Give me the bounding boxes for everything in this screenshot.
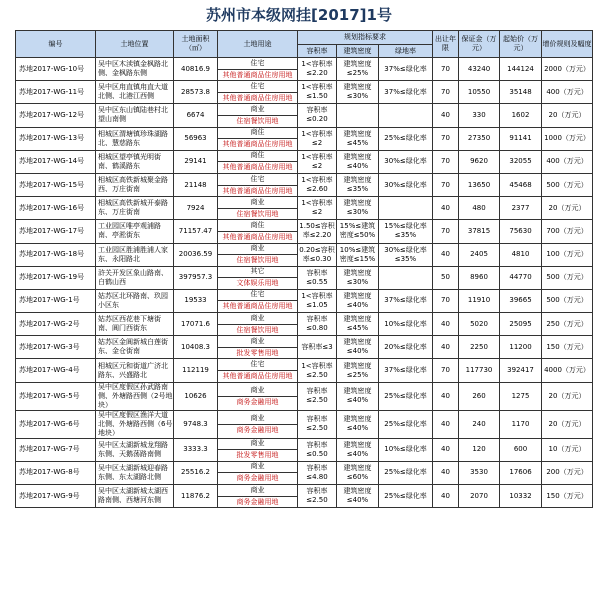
cell-density: 建筑密度≤40% <box>337 289 379 312</box>
use-divider <box>218 254 297 255</box>
cell-green: 25%≤绿化率 <box>379 410 433 438</box>
cell-start-price: 600 <box>500 438 542 461</box>
cell-start-price: 11200 <box>500 336 542 359</box>
use-category: 住宅 <box>250 58 265 67</box>
cell-increment: 500（万元） <box>542 173 593 196</box>
use-divider <box>218 496 297 497</box>
cell-deposit: 13650 <box>459 173 500 196</box>
cell-start-price: 25095 <box>500 313 542 336</box>
cell-years: 40 <box>433 485 459 508</box>
header-area: 土地面积（㎡） <box>174 31 218 58</box>
use-divider <box>218 370 297 371</box>
cell-code: 苏地2017-WG-15号 <box>16 173 96 196</box>
cell-deposit: 117730 <box>459 359 500 382</box>
use-subcategory: 商务金融用地 <box>236 497 279 506</box>
use-category: 商业 <box>250 385 265 394</box>
cell-increment: 400（万元） <box>542 150 593 173</box>
cell-green: 20%≤绿化率 <box>379 336 433 359</box>
use-subcategory: 其他普通商品住房用地 <box>222 302 293 311</box>
use-divider <box>218 138 297 139</box>
use-subcategory: 住宿餐饮用地 <box>236 256 279 265</box>
cell-area: 397957.3 <box>174 266 218 289</box>
cell-area: 17071.6 <box>174 313 218 336</box>
cell-green: 37%≤绿化率 <box>379 58 433 81</box>
use-divider <box>218 185 297 186</box>
cell-area: 29141 <box>174 150 218 173</box>
table-row <box>16 336 593 359</box>
cell-use <box>218 266 298 289</box>
cell-use <box>218 438 298 461</box>
cell-years: 70 <box>433 289 459 312</box>
cell-far: 1<容积率≤2.60 <box>298 173 337 196</box>
cell-far: 1<容积率≤2 <box>298 127 337 150</box>
cell-use <box>218 410 298 438</box>
cell-start-price: 4810 <box>500 243 542 266</box>
cell-location: 相城区高铁新城开泰路东、万庄街南 <box>96 197 174 220</box>
cell-code: 苏地2017-WG-1号 <box>16 289 96 312</box>
cell-green <box>379 197 433 220</box>
cell-use <box>218 220 298 243</box>
use-subcategory: 其他普通商品住房用地 <box>222 232 293 241</box>
use-divider <box>218 115 297 116</box>
cell-density: 15%≤建筑密度≤50% <box>337 220 379 243</box>
table-row <box>16 150 593 173</box>
cell-increment: 20（万元） <box>542 104 593 127</box>
table-row <box>16 104 593 127</box>
cell-density: 建筑密度≤35% <box>337 173 379 196</box>
cell-location: 浒关开发区象山路南、白鹤山西 <box>96 266 174 289</box>
use-category: 商业 <box>250 244 265 253</box>
cell-years: 70 <box>433 220 459 243</box>
use-category: 商业 <box>250 439 265 448</box>
table-row <box>16 359 593 382</box>
cell-far: 容积率≤0.55 <box>298 266 337 289</box>
cell-far: 1<容积率≤2 <box>298 150 337 173</box>
cell-area: 40816.9 <box>174 58 218 81</box>
cell-area: 11876.2 <box>174 485 218 508</box>
cell-density: 建筑密度≤40% <box>337 410 379 438</box>
cell-increment: 200（万元） <box>542 461 593 484</box>
use-subcategory: 商务金融用地 <box>236 397 279 406</box>
table-row <box>16 220 593 243</box>
use-category: 住宅 <box>250 81 265 90</box>
land-parcel-table <box>15 30 593 508</box>
cell-far: 1<容积率≤1.05 <box>298 289 337 312</box>
cell-years: 40 <box>433 382 459 410</box>
cell-green: 30%≤绿化率≤35% <box>379 243 433 266</box>
use-divider <box>218 396 297 397</box>
cell-use <box>218 336 298 359</box>
table-row <box>16 197 593 220</box>
header-green: 绿地率 <box>379 45 433 58</box>
table-row <box>16 485 593 508</box>
use-category: 商住 <box>250 151 265 160</box>
cell-years: 70 <box>433 58 459 81</box>
cell-code: 苏地2017-WG-8号 <box>16 461 96 484</box>
cell-green: 37%≤绿化率 <box>379 289 433 312</box>
cell-location: 姑苏区金阊新城白莲街东、金仓街南 <box>96 336 174 359</box>
cell-use <box>218 359 298 382</box>
cell-use <box>218 127 298 150</box>
header-deposit: 保证金（万元） <box>459 31 500 58</box>
cell-start-price: 144124 <box>500 58 542 81</box>
cell-location: 吴中区东山镇陆巷村北望山南侧 <box>96 104 174 127</box>
cell-far: 1<容积率≤2.20 <box>298 58 337 81</box>
header-far: 容积率 <box>298 45 337 58</box>
cell-start-price: 35148 <box>500 81 542 104</box>
cell-area: 56963 <box>174 127 218 150</box>
use-subcategory: 批发零售用地 <box>236 451 279 460</box>
cell-area: 28573.8 <box>174 81 218 104</box>
cell-density: 建筑密度≤40% <box>337 150 379 173</box>
cell-far: 容积率≤0.80 <box>298 313 337 336</box>
cell-code: 苏地2017-WG-7号 <box>16 438 96 461</box>
cell-deposit: 43240 <box>459 58 500 81</box>
header-plan: 规划指标要求 <box>298 31 433 45</box>
cell-deposit: 480 <box>459 197 500 220</box>
use-subcategory: 住宿餐饮用地 <box>236 209 279 218</box>
cell-start-price: 17606 <box>500 461 542 484</box>
cell-green <box>379 266 433 289</box>
cell-increment: 250（万元） <box>542 313 593 336</box>
cell-start-price: 392417 <box>500 359 542 382</box>
cell-deposit: 2070 <box>459 485 500 508</box>
cell-far: 1<容积率≤2 <box>298 197 337 220</box>
cell-area: 9748.3 <box>174 410 218 438</box>
cell-increment: 500（万元） <box>542 266 593 289</box>
use-category: 商业 <box>250 485 265 494</box>
use-category: 住宅 <box>250 360 265 369</box>
use-category: 商业 <box>250 313 265 322</box>
cell-area: 19533 <box>174 289 218 312</box>
cell-years: 40 <box>433 197 459 220</box>
use-subcategory: 批发零售用地 <box>236 348 279 357</box>
cell-code: 苏地2017-WG-5号 <box>16 382 96 410</box>
cell-code: 苏地2017-WG-16号 <box>16 197 96 220</box>
table-row <box>16 410 593 438</box>
cell-density: 建筑密度≤30% <box>337 197 379 220</box>
use-divider <box>218 231 297 232</box>
table-row <box>16 127 593 150</box>
cell-far: 1<容积率≤1.50 <box>298 81 337 104</box>
use-category: 商业 <box>250 413 265 422</box>
cell-code: 苏地2017-WG-18号 <box>16 243 96 266</box>
use-category: 其它 <box>250 267 265 276</box>
cell-deposit: 27350 <box>459 127 500 150</box>
cell-density: 建筑密度≤45% <box>337 127 379 150</box>
cell-location: 吴中区太湖新城太湖西路南侧、西塘河东侧 <box>96 485 174 508</box>
cell-deposit: 2405 <box>459 243 500 266</box>
cell-years: 70 <box>433 81 459 104</box>
cell-code: 苏地2017-WG-6号 <box>16 410 96 438</box>
cell-far: 容积率≤4.80 <box>298 461 337 484</box>
cell-code: 苏地2017-WG-14号 <box>16 150 96 173</box>
cell-location: 吴中区度假区渔洋大道北侧、外塘路西侧（6号地块） <box>96 410 174 438</box>
use-subcategory: 商务金融用地 <box>236 425 279 434</box>
cell-use <box>218 104 298 127</box>
cell-use <box>218 150 298 173</box>
cell-area: 112119 <box>174 359 218 382</box>
cell-use <box>218 461 298 484</box>
use-divider <box>218 69 297 70</box>
use-divider <box>218 92 297 93</box>
cell-use <box>218 173 298 196</box>
cell-deposit: 2250 <box>459 336 500 359</box>
cell-location: 相城区高铁新城聚金路西、万庄街南 <box>96 173 174 196</box>
cell-years: 40 <box>433 313 459 336</box>
cell-green: 37%≤绿化率 <box>379 359 433 382</box>
cell-density: 建筑密度≤40% <box>337 485 379 508</box>
use-subcategory: 其他普通商品住房用地 <box>222 372 293 381</box>
cell-start-price: 44770 <box>500 266 542 289</box>
cell-far: 容积率≤0.50 <box>298 438 337 461</box>
cell-code: 苏地2017-WG-2号 <box>16 313 96 336</box>
cell-code: 苏地2017-WG-19号 <box>16 266 96 289</box>
table-row <box>16 81 593 104</box>
table-row <box>16 243 593 266</box>
use-category: 商业 <box>250 336 265 345</box>
cell-deposit: 330 <box>459 104 500 127</box>
use-subcategory: 其他普通商品住房用地 <box>222 70 293 79</box>
cell-density: 建筑密度≤25% <box>337 58 379 81</box>
cell-years: 40 <box>433 243 459 266</box>
table-row <box>16 382 593 410</box>
cell-density: 建筑密度≤40% <box>337 336 379 359</box>
cell-start-price: 91141 <box>500 127 542 150</box>
cell-location: 姑苏区西花巷下塘街南、阊门西街东 <box>96 313 174 336</box>
cell-use <box>218 58 298 81</box>
cell-area: 6674 <box>174 104 218 127</box>
use-category: 商业 <box>250 197 265 206</box>
cell-green: 15%≤绿化率≤35% <box>379 220 433 243</box>
table-row <box>16 173 593 196</box>
cell-location: 吴中区甪直镇甪直大道北侧、北港江西侧 <box>96 81 174 104</box>
cell-green: 25%≤绿化率 <box>379 382 433 410</box>
use-category: 商业 <box>250 462 265 471</box>
cell-deposit: 10550 <box>459 81 500 104</box>
cell-years: 70 <box>433 150 459 173</box>
use-subcategory: 其他普通商品住房用地 <box>222 186 293 195</box>
cell-deposit: 260 <box>459 382 500 410</box>
cell-code: 苏地2017-WG-10号 <box>16 58 96 81</box>
use-subcategory: 住宿餐饮用地 <box>236 116 279 125</box>
cell-start-price: 10332 <box>500 485 542 508</box>
cell-location: 吴中区太湖新城迎春路东侧、东太湖路北侧 <box>96 461 174 484</box>
cell-code: 苏地2017-WG-13号 <box>16 127 96 150</box>
cell-density: 建筑密度≤45% <box>337 313 379 336</box>
cell-start-price: 1602 <box>500 104 542 127</box>
use-subcategory: 商务金融用地 <box>236 474 279 483</box>
cell-area: 3333.3 <box>174 438 218 461</box>
cell-far: 容积率≤2.50 <box>298 485 337 508</box>
cell-density: 建筑密度≤60% <box>337 461 379 484</box>
use-subcategory: 其他普通商品住房用地 <box>222 93 293 102</box>
use-divider <box>218 347 297 348</box>
cell-years: 40 <box>433 438 459 461</box>
cell-years: 70 <box>433 359 459 382</box>
cell-start-price: 39665 <box>500 289 542 312</box>
use-category: 商住 <box>250 128 265 137</box>
use-divider <box>218 324 297 325</box>
cell-green: 25%≤绿化率 <box>379 485 433 508</box>
cell-code: 苏地2017-WG-3号 <box>16 336 96 359</box>
header-increment: 增价规则及幅度 <box>542 31 593 58</box>
cell-green: 30%≤绿化率 <box>379 173 433 196</box>
page-title: 苏州市本级网挂[2017]1号 <box>206 6 392 24</box>
cell-deposit: 240 <box>459 410 500 438</box>
cell-start-price: 1275 <box>500 382 542 410</box>
cell-location: 吴中区木渎镇金枫路北侧、金枫路东侧 <box>96 58 174 81</box>
header-density: 建筑密度 <box>337 45 379 58</box>
cell-green <box>379 104 433 127</box>
table-row <box>16 58 593 81</box>
cell-density <box>337 104 379 127</box>
cell-years: 40 <box>433 410 459 438</box>
cell-density: 建筑密度≤40% <box>337 438 379 461</box>
header-start-price: 起始价（万元） <box>500 31 542 58</box>
use-subcategory: 其他普通商品住房用地 <box>222 163 293 172</box>
table-row <box>16 313 593 336</box>
cell-location: 吴中区太湖新城龙翔路东侧、天鹅荡路南侧 <box>96 438 174 461</box>
cell-increment: 10（万元） <box>542 438 593 461</box>
cell-increment: 100（万元） <box>542 243 593 266</box>
cell-green: 25%≤绿化率 <box>379 461 433 484</box>
cell-increment: 2000（万元） <box>542 58 593 81</box>
cell-start-price: 1170 <box>500 410 542 438</box>
cell-increment: 700（万元） <box>542 220 593 243</box>
cell-start-price: 2377 <box>500 197 542 220</box>
cell-increment: 500（万元） <box>542 289 593 312</box>
use-category: 住宅 <box>250 290 265 299</box>
use-subcategory: 住宿餐饮用地 <box>236 325 279 334</box>
cell-location: 工业园区唯亭观浦路南、亭淞街东 <box>96 220 174 243</box>
cell-green: 30%≤绿化率 <box>379 150 433 173</box>
cell-start-price: 75630 <box>500 220 542 243</box>
cell-use <box>218 485 298 508</box>
cell-location: 工业园区胜浦胜浦人家东、永阳路北 <box>96 243 174 266</box>
header-years: 出让年限 <box>433 31 459 58</box>
cell-start-price: 32055 <box>500 150 542 173</box>
cell-start-price: 45468 <box>500 173 542 196</box>
cell-far: 0.20≤容积率≤0.30 <box>298 243 337 266</box>
cell-far: 1<容积率≤2.50 <box>298 359 337 382</box>
use-subcategory: 其他普通商品住房用地 <box>222 140 293 149</box>
cell-increment: 20（万元） <box>542 197 593 220</box>
cell-increment: 4000（万元） <box>542 359 593 382</box>
cell-use <box>218 382 298 410</box>
cell-area: 10408.3 <box>174 336 218 359</box>
cell-density: 建筑密度≤25% <box>337 359 379 382</box>
cell-density: 10%≤建筑密度≤15% <box>337 243 379 266</box>
cell-years: 70 <box>433 127 459 150</box>
cell-years: 40 <box>433 104 459 127</box>
cell-years: 40 <box>433 461 459 484</box>
cell-deposit: 120 <box>459 438 500 461</box>
header-location: 土地位置 <box>96 31 174 58</box>
cell-deposit: 5020 <box>459 313 500 336</box>
cell-deposit: 11910 <box>459 289 500 312</box>
table-row <box>16 461 593 484</box>
cell-code: 苏地2017-WG-9号 <box>16 485 96 508</box>
cell-increment: 400（万元） <box>542 81 593 104</box>
cell-increment: 1000（万元） <box>542 127 593 150</box>
cell-far: 1.50≤容积率≤2.20 <box>298 220 337 243</box>
cell-green: 25%≤绿化率 <box>379 127 433 150</box>
cell-use <box>218 243 298 266</box>
cell-years: 50 <box>433 266 459 289</box>
cell-increment: 20（万元） <box>542 382 593 410</box>
cell-location: 相城区渭塘镇珍珠湖路北、慧慈路东 <box>96 127 174 150</box>
cell-green: 37%≤绿化率 <box>379 81 433 104</box>
use-category: 商业 <box>250 104 265 113</box>
table-row <box>16 438 593 461</box>
header-code: 编号 <box>16 31 96 58</box>
cell-area: 20036.59 <box>174 243 218 266</box>
use-divider <box>218 208 297 209</box>
cell-years: 40 <box>433 336 459 359</box>
cell-far: 容积率≤0.20 <box>298 104 337 127</box>
cell-years: 70 <box>433 173 459 196</box>
cell-area: 7924 <box>174 197 218 220</box>
cell-increment: 150（万元） <box>542 336 593 359</box>
cell-code: 苏地2017-WG-17号 <box>16 220 96 243</box>
cell-density: 建筑密度≤40% <box>337 382 379 410</box>
cell-location: 姑苏区北环路南、玖园小区东 <box>96 289 174 312</box>
cell-location: 相城区望亭镇光明街南、鹤溪路东 <box>96 150 174 173</box>
use-category: 商住 <box>250 220 265 229</box>
cell-deposit: 37815 <box>459 220 500 243</box>
cell-use <box>218 81 298 104</box>
use-category: 住宅 <box>250 174 265 183</box>
table-row <box>16 266 593 289</box>
cell-far: 容积率≤2.50 <box>298 410 337 438</box>
cell-density: 建筑密度≤30% <box>337 266 379 289</box>
cell-increment: 150（万元） <box>542 485 593 508</box>
header-use: 土地用途 <box>218 31 298 58</box>
cell-location: 吴中区度假区孙武路南侧、外塘路西侧（2号地块） <box>96 382 174 410</box>
cell-area: 25516.2 <box>174 461 218 484</box>
cell-increment: 20（万元） <box>542 410 593 438</box>
cell-deposit: 9620 <box>459 150 500 173</box>
cell-use <box>218 289 298 312</box>
cell-use <box>218 313 298 336</box>
cell-far: 容积率≤3 <box>298 336 337 359</box>
cell-area: 21148 <box>174 173 218 196</box>
cell-deposit: 3530 <box>459 461 500 484</box>
cell-density: 建筑密度≤30% <box>337 81 379 104</box>
cell-location: 相城区元和街道广济北路东、兴盛路北 <box>96 359 174 382</box>
cell-area: 10626 <box>174 382 218 410</box>
cell-code: 苏地2017-WG-11号 <box>16 81 96 104</box>
cell-code: 苏地2017-WG-12号 <box>16 104 96 127</box>
table-row <box>16 289 593 312</box>
cell-green: 10%≤绿化率 <box>379 313 433 336</box>
use-divider <box>218 424 297 425</box>
cell-use <box>218 197 298 220</box>
cell-green: 10%≤绿化率 <box>379 438 433 461</box>
cell-far: 容积率≤2.50 <box>298 382 337 410</box>
cell-area: 71157.47 <box>174 220 218 243</box>
cell-code: 苏地2017-WG-4号 <box>16 359 96 382</box>
cell-deposit: 8960 <box>459 266 500 289</box>
use-subcategory: 文体娱乐用地 <box>236 279 279 288</box>
